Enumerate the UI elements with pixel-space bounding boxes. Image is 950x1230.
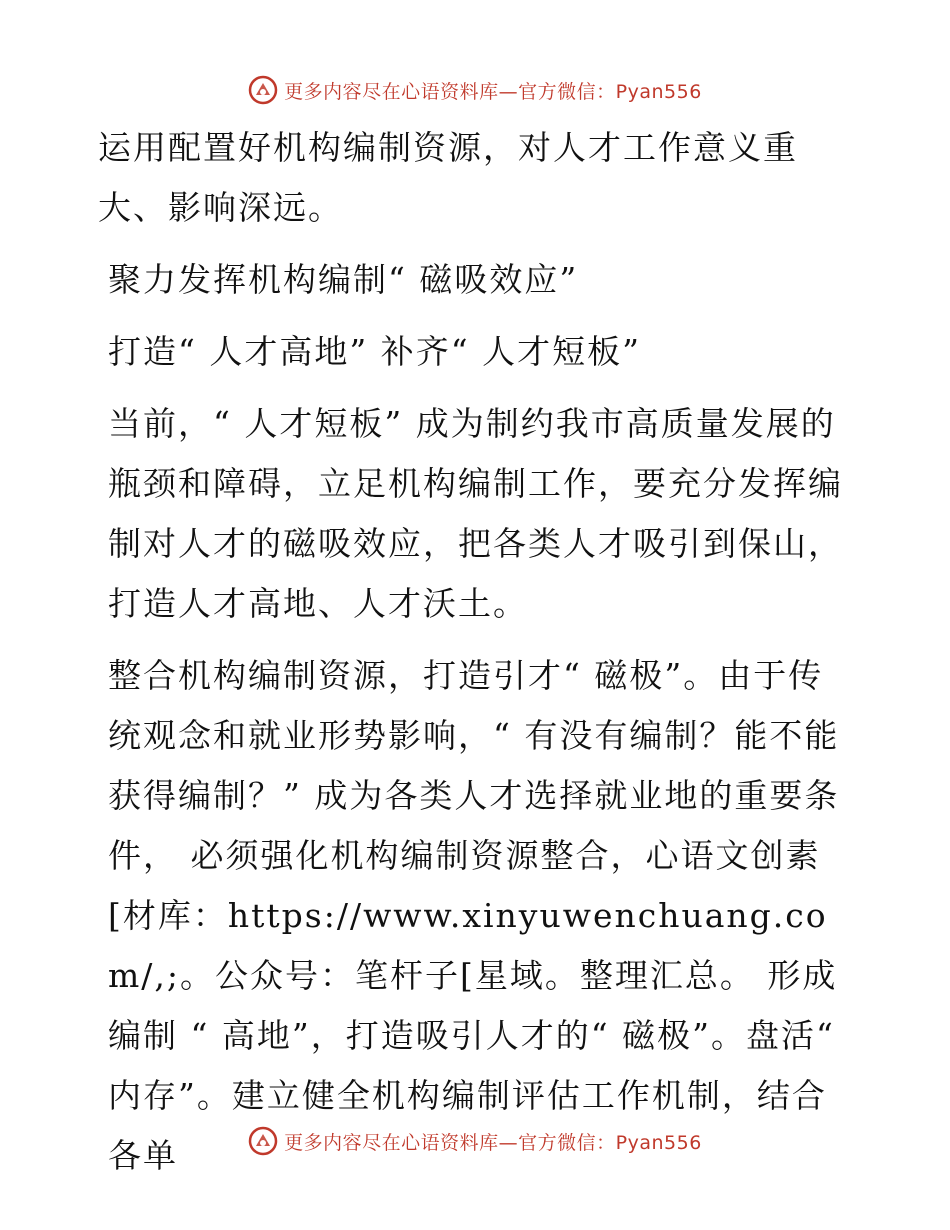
header-watermark-banner: [0, 70, 950, 110]
watermark-text: 更多内容尽在心语资料库—官方微信：Pyan556: [284, 80, 702, 103]
document-body: [98, 118, 858, 1198]
section-heading-2: 打造“ 人才高地” 补齐“ 人才短板”: [108, 332, 641, 371]
footer-watermark-banner: [0, 1121, 950, 1161]
paragraph-3: 整合机构编制资源，打造引才“ 磁极”。由于传统观念和就业形势影响，“ 有没有编制？能不能获得编制？” 成为各类人才选择就业地的重要条件， 必须强化机构编制资源整合，心语文创素[材库：https://www.xinyuwenchuang.com/,;。公众号：笔杆子[星域。整理汇总。 形成编制 “ 高地”，打造吸引人才的“ 磁极”。盘活“ 内存”。建立健全机构编制评估工作机制，结合各单: [108, 656, 840, 1175]
brand-logo-icon: [248, 75, 278, 105]
brand-logo-icon: [248, 1126, 278, 1156]
paragraph-1: 运用配置好机构编制资源，对人才工作意义重大、影响深远。: [98, 128, 798, 227]
paragraph-2: 当前，“ 人才短板” 成为制约我市高质量发展的瓶颈和障碍，立足机构编制工作，要充分发挥编制对人才的磁吸效应，把各类人才吸引到保山，打造人才高地、人才沃土。: [108, 404, 843, 623]
section-heading-1: 聚力发挥机构编制“ 磁吸效应”: [108, 260, 579, 299]
watermark-text: 更多内容尽在心语资料库—官方微信：Pyan556: [284, 1131, 702, 1154]
